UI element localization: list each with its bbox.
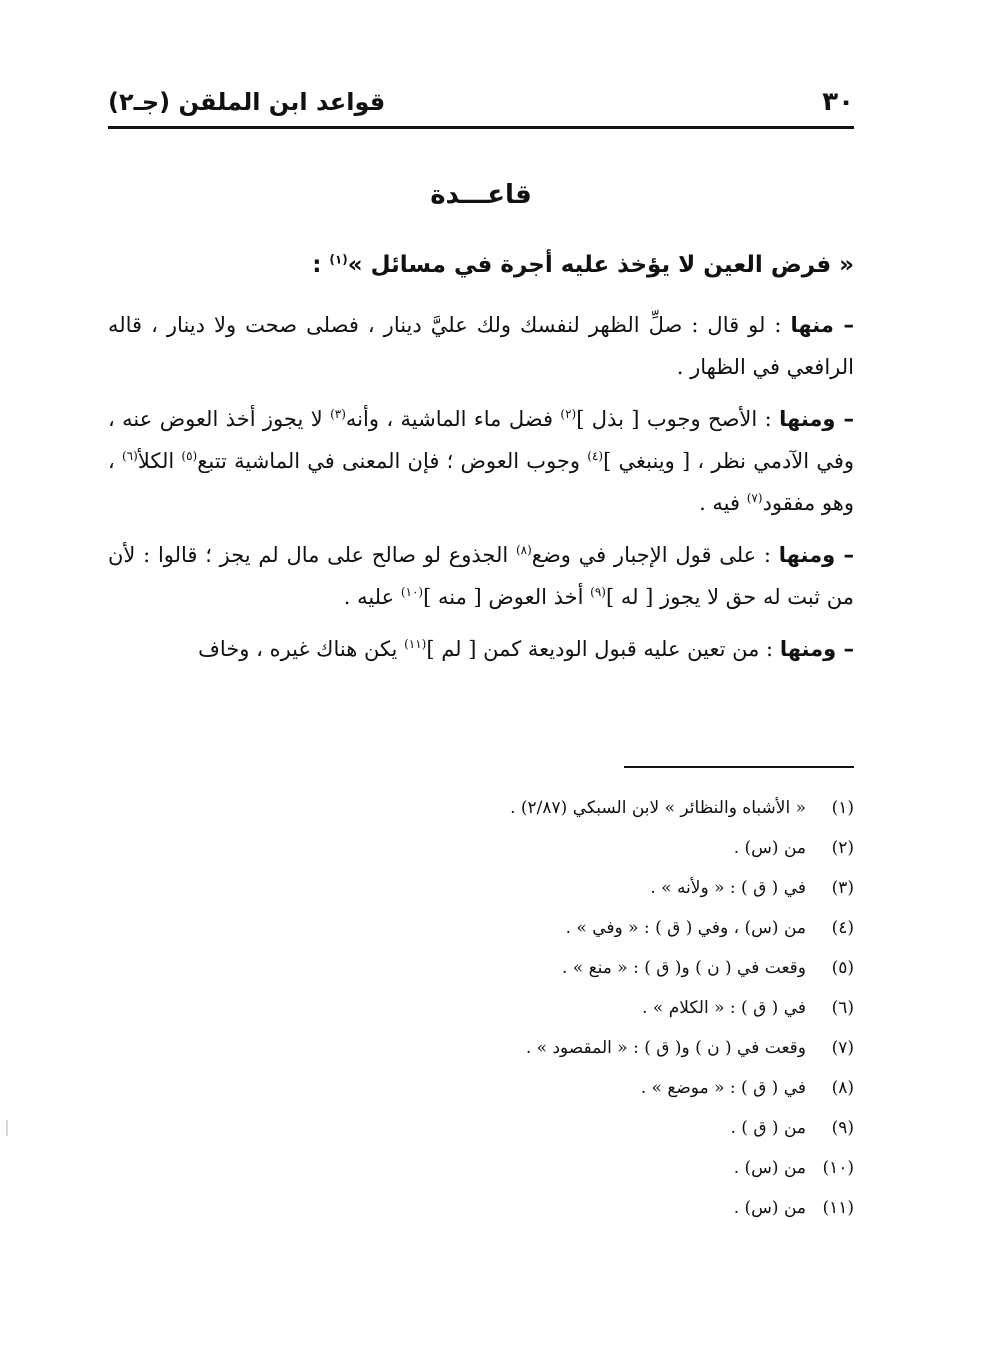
footnote-ref: (٤) [587, 449, 604, 463]
paragraph-2 [108, 398, 854, 524]
body-text [108, 304, 854, 680]
paragraph-text: أخذ العوض [ منه ] [423, 585, 591, 609]
footnote-item [108, 908, 854, 948]
book-page [108, 60, 854, 1322]
footnote-text: من (س) ، وفي ( ق ) : « وفي » . [565, 918, 806, 938]
footnote-ref: (٨) [515, 543, 532, 557]
footnote-item [108, 948, 854, 988]
paragraph-3 [108, 534, 854, 618]
footnote-text: من ( ق ) . [730, 1118, 806, 1138]
rule-statement [108, 252, 854, 278]
footnote-number: (٧) [831, 1038, 854, 1058]
footnote-item [108, 788, 854, 828]
footnote-text: « الأشباه والنظائر » لابن السبكي (٢/٨٧) . [510, 798, 806, 818]
paragraph-text: ، وهو مفقود [108, 449, 854, 515]
paragraph-text: : على قول الإجبار في وضع [531, 543, 779, 567]
footnote-ref: (٧) [746, 491, 763, 505]
footnote-text: من (س) . [733, 838, 806, 858]
footnote-number: (٨) [831, 1078, 854, 1098]
footnote-number: (٢) [831, 838, 854, 858]
rule-suffix: : [312, 252, 330, 278]
footnotes-list [108, 788, 854, 1228]
paragraph-text: فيه . [699, 491, 747, 515]
footnote-ref: (٢) [560, 407, 577, 421]
paragraph-text: الكلأ [137, 449, 182, 473]
footnote-separator [624, 766, 854, 768]
section-title: قاعـــدة [430, 180, 532, 210]
footnote-number: (١) [831, 798, 854, 818]
footnote-number: (٩) [831, 1118, 854, 1138]
footnote-item [108, 1028, 854, 1068]
book-title: قواعد ابن الملقن (جـ٢) [108, 88, 386, 116]
footnote-item [108, 1188, 854, 1228]
paragraph-1 [108, 304, 854, 388]
paragraph-lead: – ومنها [778, 543, 854, 567]
footnote-ref: (٦) [121, 449, 138, 463]
paragraph-text: فضل ماء الماشية ، وأنه [345, 407, 561, 431]
paragraph-text: يكن هناك غيره ، وخاف [198, 637, 405, 661]
footnote-text: في ( ق ) : « ولأنه » . [650, 878, 806, 898]
paragraph-text: : من تعين عليه قبول الوديعة كمن [ لم ] [426, 637, 780, 661]
running-header [108, 80, 854, 124]
footnote-item [108, 1148, 854, 1188]
page-number: ٣٠ [822, 87, 854, 117]
footnote-item [108, 868, 854, 908]
paragraph-text: لا يجوز أخذ العوض عنه ، وفي الآدمي نظر ، [ وينبغي ] [108, 407, 855, 473]
footnote-text: من (س) . [733, 1198, 806, 1218]
footnote-text: وقعت في ( ن ) و( ق ) : « منع » . [561, 958, 806, 978]
footnote-item [108, 1068, 854, 1108]
footnote-text: في ( ق ) : « موضع » . [640, 1078, 806, 1098]
footnote-number: (٦) [831, 998, 854, 1018]
footnote-ref: (١١) [404, 637, 427, 651]
footnote-number: (٥) [831, 958, 854, 978]
rule-text: « فرض العين لا يؤخذ عليه أجرة في مسائل » [347, 252, 854, 278]
paragraph-lead: – ومنها [779, 407, 854, 431]
footnote-ref: (٩) [590, 585, 606, 599]
footnote-number: (١١) [822, 1198, 854, 1218]
footnote-text: في ( ق ) : « الكلام » . [642, 998, 806, 1018]
paragraph-text: : الأصح وجوب [ بذل ] [576, 407, 780, 431]
header-rule [108, 126, 854, 129]
footnote-text: وقعت في ( ن ) و( ق ) : « المقصود » . [525, 1038, 806, 1058]
footnote-ref: (١) [329, 252, 348, 267]
paragraph-text: وجوب العوض ؛ فإن المعنى في الماشية تتبع [197, 449, 588, 473]
paragraph-lead: – ومنها [779, 637, 854, 661]
footnote-text: من (س) . [733, 1158, 806, 1178]
footnote-item [108, 988, 854, 1028]
paragraph-4 [108, 628, 854, 670]
footnote-item [108, 1108, 854, 1148]
footnote-item [108, 828, 854, 868]
footnote-number: (٤) [831, 918, 854, 938]
paragraph-text: الجذوع لو صالح على مال لم يجز ؛ قالوا : لأن من ثبت له حق لا يجوز [ له ] [108, 543, 854, 609]
footnote-number: (٣) [831, 878, 854, 898]
paragraph-lead: – منها [790, 313, 854, 337]
footnote-ref: (٣) [330, 407, 346, 421]
footnote-number: (١٠) [822, 1158, 854, 1178]
footnote-ref: (١٠) [400, 585, 424, 599]
paragraph-text: : لو قال : صلِّ الظهر لنفسك ولك عليَّ دينار ، فصلى صحت ولا دينار ، قاله الرافعي في الظهار . [108, 313, 854, 379]
paragraph-text: عليه . [343, 585, 401, 609]
footnote-ref: (٥) [181, 449, 198, 463]
scan-edge-mark [6, 1120, 8, 1136]
